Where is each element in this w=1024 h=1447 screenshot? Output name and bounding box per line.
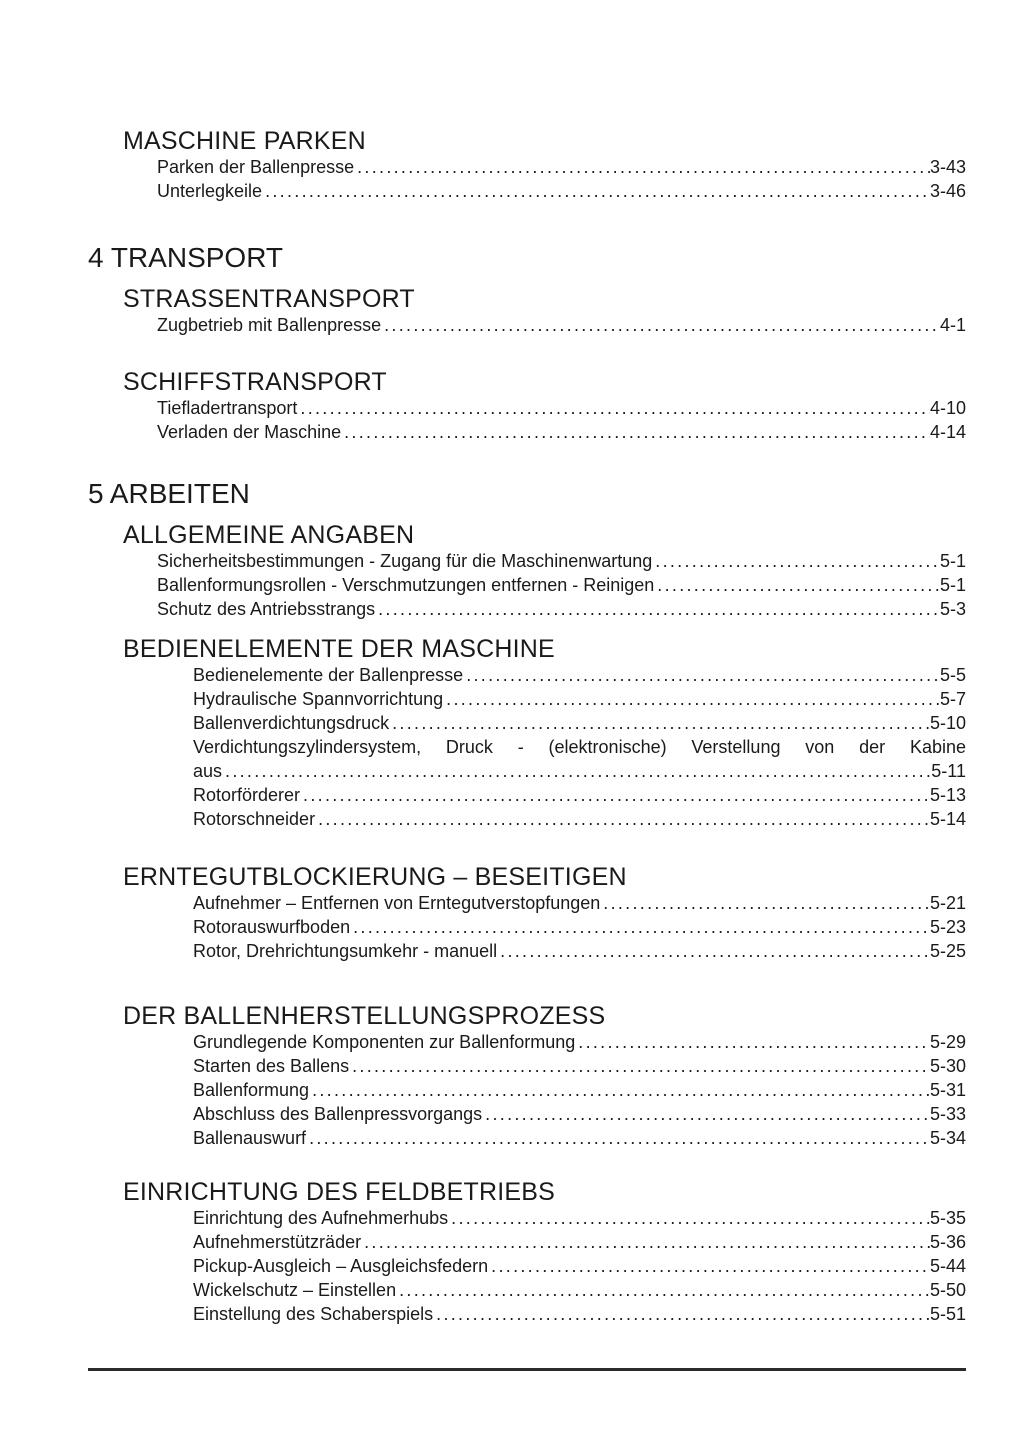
toc-entry-page: 5-14 bbox=[929, 809, 966, 829]
toc-entry[interactable] bbox=[157, 155, 966, 179]
dot-leader bbox=[381, 313, 940, 337]
section-heading: STRASSENTRANSPORT bbox=[123, 285, 415, 313]
toc-entry-page: 5-35 bbox=[929, 1208, 966, 1228]
toc-entry-page: 5-7 bbox=[939, 689, 966, 709]
toc-entry[interactable] bbox=[193, 939, 966, 963]
toc-entry-page: 5-23 bbox=[929, 917, 966, 937]
toc-entry-page: 5-33 bbox=[929, 1104, 966, 1124]
dot-leader bbox=[361, 1230, 930, 1254]
toc-entry-list bbox=[0, 313, 966, 337]
toc-entry-page: 3-46 bbox=[929, 181, 966, 201]
toc-entry-label: Unterlegkeile bbox=[157, 181, 263, 201]
toc-entry-page: 5-1 bbox=[939, 551, 966, 571]
toc-entry[interactable] bbox=[157, 573, 966, 597]
dot-leader bbox=[375, 597, 940, 621]
toc-entry-label: Verladen der Maschine bbox=[157, 422, 342, 442]
dot-leader bbox=[575, 1030, 930, 1054]
toc-entry-label: Ballenauswurf bbox=[193, 1128, 307, 1148]
toc-entry[interactable] bbox=[193, 735, 966, 783]
section-heading: DER BALLENHERSTELLUNGSPROZESS bbox=[123, 1002, 606, 1030]
toc-entry-list bbox=[0, 891, 966, 963]
dot-leader bbox=[396, 1278, 930, 1302]
dot-leader bbox=[354, 155, 930, 179]
dot-leader bbox=[488, 1254, 930, 1278]
toc-entry-label: Sicherheitsbestimmungen - Zugang für die Maschinenwartung bbox=[157, 551, 653, 571]
toc-entry-page: 5-3 bbox=[939, 599, 966, 619]
chapter-heading: 4 TRANSPORT bbox=[88, 242, 284, 273]
dot-leader bbox=[652, 549, 940, 573]
toc-entry-label: Ballenformung bbox=[193, 1080, 310, 1100]
toc-entry[interactable] bbox=[193, 1254, 966, 1278]
dot-leader bbox=[654, 573, 940, 597]
toc-entry[interactable] bbox=[157, 597, 966, 621]
toc-entry[interactable] bbox=[193, 687, 966, 711]
toc-entry[interactable] bbox=[193, 1054, 966, 1078]
toc-entry-page: 4-1 bbox=[939, 315, 966, 335]
toc-entry-label: Rotor, Drehrichtungsumkehr - manuell bbox=[193, 941, 498, 961]
dot-leader bbox=[315, 807, 930, 831]
toc-entry-label: Parken der Ballenpresse bbox=[157, 157, 355, 177]
toc-entry-list bbox=[0, 396, 966, 444]
toc-entry-page: 5-11 bbox=[931, 761, 966, 781]
toc-entry-page: 5-36 bbox=[929, 1232, 966, 1252]
toc-entry-label: Starten des Ballens bbox=[193, 1056, 350, 1076]
toc-entry[interactable] bbox=[193, 1302, 966, 1326]
toc-entry[interactable] bbox=[193, 915, 966, 939]
toc-entry[interactable] bbox=[193, 1278, 966, 1302]
toc-entry-page: 5-51 bbox=[929, 1304, 966, 1324]
toc-entry-page: 3-43 bbox=[929, 157, 966, 177]
dot-leader bbox=[300, 783, 930, 807]
dot-leader bbox=[222, 759, 931, 783]
toc-entry-label: Rotorförderer bbox=[193, 785, 301, 805]
toc-entry-label: Verdichtungszylindersystem, Druck - (elektronische) Verstellung von der Kabine bbox=[193, 737, 966, 757]
toc-entry-page: 5-25 bbox=[929, 941, 966, 961]
section-heading: ALLGEMEINE ANGABEN bbox=[123, 521, 415, 549]
toc-entry-label: Einrichtung des Aufnehmerhubs bbox=[193, 1208, 449, 1228]
toc-entry[interactable] bbox=[193, 1102, 966, 1126]
toc-entry-label: Aufnehmer – Entfernen von Erntegutverstopfungen bbox=[193, 893, 601, 913]
section-heading: SCHIFFSTRANSPORT bbox=[123, 368, 387, 396]
toc-entry[interactable] bbox=[193, 711, 966, 735]
toc-entry-page: 4-14 bbox=[929, 422, 966, 442]
dot-leader bbox=[389, 711, 930, 735]
toc-entry-label: Ballenformungsrollen - Verschmutzungen entfernen - Reinigen bbox=[157, 575, 655, 595]
toc-entry[interactable] bbox=[193, 1030, 966, 1054]
dot-leader bbox=[297, 396, 930, 420]
toc-entry-page: 5-34 bbox=[929, 1128, 966, 1148]
toc-entry-label: aus bbox=[193, 761, 223, 781]
dot-leader bbox=[349, 1054, 930, 1078]
toc-entry[interactable] bbox=[193, 807, 966, 831]
dot-leader bbox=[448, 1206, 930, 1230]
dot-leader bbox=[463, 663, 940, 687]
toc-entry-label: Grundlegende Komponenten zur Ballenformung bbox=[193, 1032, 576, 1052]
toc-entry[interactable] bbox=[193, 1126, 966, 1150]
section-heading: EINRICHTUNG DES FELDBETRIEBS bbox=[123, 1178, 556, 1206]
toc-entry-label: Pickup-Ausgleich – Ausgleichsfedern bbox=[193, 1256, 489, 1276]
toc-entry-page: 5-31 bbox=[929, 1080, 966, 1100]
toc-entry-page: 5-29 bbox=[929, 1032, 966, 1052]
toc-entry-page: 5-1 bbox=[939, 575, 966, 595]
toc-entry-list bbox=[0, 1206, 966, 1326]
toc-entry-page: 5-10 bbox=[929, 713, 966, 733]
dot-leader bbox=[600, 891, 930, 915]
toc-entry[interactable] bbox=[157, 396, 966, 420]
toc-entry-page: 5-30 bbox=[929, 1056, 966, 1076]
toc-entry-page: 5-50 bbox=[929, 1280, 966, 1300]
toc-entry[interactable] bbox=[193, 783, 966, 807]
toc-entry-label: Rotorschneider bbox=[193, 809, 316, 829]
toc-entry-page: 4-10 bbox=[929, 398, 966, 418]
dot-leader bbox=[482, 1102, 930, 1126]
toc-entry-list bbox=[0, 155, 966, 203]
toc-entry[interactable] bbox=[157, 549, 966, 573]
toc-entry-label: Wickelschutz – Einstellen bbox=[193, 1280, 397, 1300]
toc-entry-list bbox=[0, 549, 966, 621]
dot-leader bbox=[433, 1302, 930, 1326]
toc-entry-label: Tiefladertransport bbox=[157, 398, 298, 418]
toc-entry-list bbox=[0, 1030, 966, 1150]
toc-entry-label: Ballenverdichtungsdruck bbox=[193, 713, 390, 733]
toc-entry[interactable] bbox=[193, 1206, 966, 1230]
dot-leader bbox=[350, 915, 930, 939]
toc-entry[interactable] bbox=[193, 1230, 966, 1254]
chapter-heading: 5 ARBEITEN bbox=[88, 478, 250, 509]
toc-entry-label: Einstellung des Schaberspiels bbox=[193, 1304, 434, 1324]
toc-entry-label: Hydraulische Spannvorrichtung bbox=[193, 689, 444, 709]
section-heading: BEDIENELEMENTE DER MASCHINE bbox=[123, 635, 555, 663]
dot-leader bbox=[309, 1078, 930, 1102]
toc-entry-label: Bedienelemente der Ballenpresse bbox=[193, 665, 464, 685]
toc-entry-list bbox=[0, 663, 966, 831]
toc-entry-page: 5-5 bbox=[939, 665, 966, 685]
toc-entry[interactable] bbox=[193, 891, 966, 915]
dot-leader bbox=[341, 420, 930, 444]
toc-entry-page: 5-21 bbox=[929, 893, 966, 913]
toc-entry[interactable] bbox=[193, 663, 966, 687]
toc-entry[interactable] bbox=[157, 313, 966, 337]
dot-leader bbox=[262, 179, 930, 203]
footer-rule bbox=[88, 1368, 966, 1371]
dot-leader bbox=[443, 687, 940, 711]
section-heading: ERNTEGUTBLOCKIERUNG – BESEITIGEN bbox=[123, 863, 627, 891]
toc-entry-label: Aufnehmerstützräder bbox=[193, 1232, 362, 1252]
toc-entry[interactable] bbox=[193, 1078, 966, 1102]
dot-leader bbox=[497, 939, 930, 963]
toc-entry-page: 5-44 bbox=[929, 1256, 966, 1276]
toc-entry-label: Schutz des Antriebsstrangs bbox=[157, 599, 376, 619]
toc-entry[interactable] bbox=[157, 179, 966, 203]
dot-leader bbox=[306, 1126, 930, 1150]
toc-entry-label: Abschluss des Ballenpressvorgangs bbox=[193, 1104, 483, 1124]
toc-entry[interactable] bbox=[193, 759, 966, 783]
toc-entry-page: 5-13 bbox=[929, 785, 966, 805]
section-heading: MASCHINE PARKEN bbox=[123, 127, 366, 155]
toc-entry-label: Zugbetrieb mit Ballenpresse bbox=[157, 315, 382, 335]
toc-entry-label: Rotorauswurfboden bbox=[193, 917, 351, 937]
toc-entry[interactable] bbox=[157, 420, 966, 444]
